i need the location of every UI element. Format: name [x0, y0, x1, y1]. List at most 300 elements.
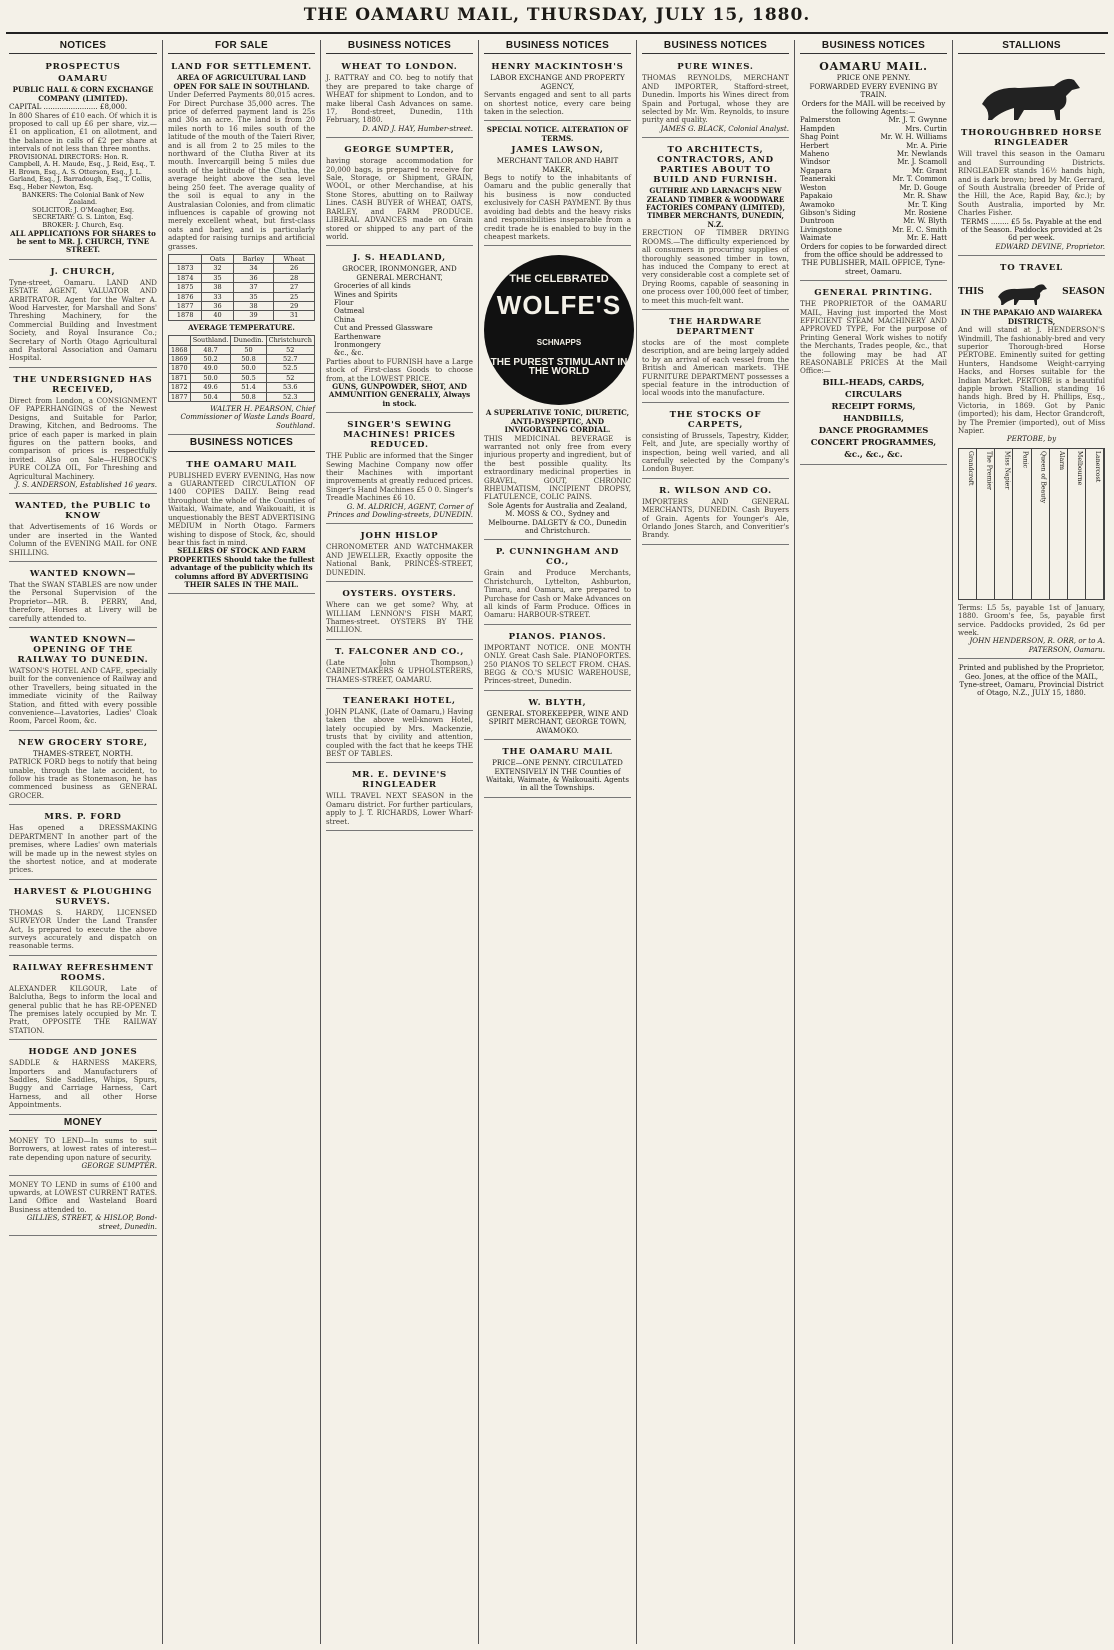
wanted-railway-ad	[9, 630, 157, 731]
ad-text: Under Deferred Payments 80,015 acres. For Direct Purchase 35,000 acres. The price of deferred payment land is 25s and 30s an acre. The land is from 20 miles north to 16 miles south of the latitude of the mouth of the Taieri River, and is all from 2 to 25 miles to the northward of the Clutha River at its mouth. Invercargill being 5 miles due south of the latitude of the Clutha, the average height above the sea level being 250 feet. The average quality of the soil is equal to any in the Australasian Colonies, and from climatic influences is capable of growing not merely excellent wheat, but first-class oats and barley, and is particularly adapted for raising turnips and artificial grasses.	[168, 90, 315, 251]
agent-name: Mr. Rosiene	[904, 207, 947, 217]
ad-heading: HODGE AND JONES	[28, 1047, 138, 1058]
ad-text: ALEXANDER KILGOUR, Late of Balclutha, Begs to inform the local and general public that he has RE-OPENED The premises lately occupied by Mr. T. Pratt, OPPOSITE THE RAILWAY STATION.	[9, 983, 157, 1035]
table-cell: 52.3	[266, 392, 314, 401]
hotel-ad	[326, 691, 473, 763]
ad-heading: WANTED KNOWN—OPENING OF THE RAILWAY TO DUNEDIN.	[17, 635, 149, 665]
ad-subheading: GROCER, IRONMONGER, AND GENERAL MERCHANT,	[342, 264, 457, 282]
agent-town: Palmerston	[800, 115, 841, 125]
table-cell: 27	[274, 283, 315, 292]
list-item: RECEIPT FORMS,	[831, 400, 916, 411]
table-header-cell	[169, 336, 191, 345]
table-cell: 1868	[169, 345, 191, 354]
ad-subheading: MERCHANT TAILOR AND HABIT MAKER,	[496, 156, 619, 174]
table-cell: 50	[231, 345, 266, 354]
paperhangings-ad	[9, 370, 157, 494]
table-cell: 1876	[169, 292, 202, 301]
agent-name: Mr. Newlands	[896, 149, 947, 159]
timber-ad	[642, 140, 789, 310]
agent-town: Hampden	[800, 123, 835, 133]
table-cell: 52.5	[266, 364, 314, 373]
ad-text: THE PROPRIETOR of the OAMARU MAIL, Having just imported the Most EFFICIENT STEAM MACHINERY AND APPROVED TYPE, For the purpose of Printing General Work wishes to notify the Merchants, Trades people, &c., that the following may be had AT REASONABLE PRICES At the Mail Office:—	[800, 299, 947, 376]
surveys-ad	[9, 882, 157, 956]
agent-name: Mr. W. H. Williams	[880, 132, 947, 142]
agent-name: Mr. E. Hatt	[906, 233, 947, 243]
agent-name: Mr. W. Blyth	[903, 216, 947, 226]
labor-exchange-ad	[484, 57, 631, 121]
agent-list	[800, 116, 947, 242]
ad-heading: THE HARDWARE DEPARTMENT	[669, 316, 762, 337]
ad-text: That the SWAN STABLES are now under the Personal Supervision of the Proprietor—MR. B. PERRY, And, therefore, Horses at Livery will be carefully attended to.	[9, 579, 157, 623]
ad-text: PRICE—ONE PENNY. CIRCULATED EXTENSIVELY IN THE Counties of Waitaki, Waimate, & Waikouaiti. Agents in all the Townships.	[486, 758, 629, 793]
ad-signature: EDWARD DEVINE, Proprietor.	[995, 241, 1105, 251]
table-cell: 1870	[169, 364, 191, 373]
ad-heading: R. WILSON AND CO.	[659, 485, 772, 496]
table-cell: 36	[233, 273, 274, 282]
item-list	[326, 282, 473, 358]
wanted-stables-ad	[9, 564, 157, 628]
table-header-cell: Southland.	[190, 336, 231, 345]
wines-ad	[642, 57, 789, 138]
ad-text: IMPORTANT NOTICE. ONE MONTH ONLY. Great Cash Sale. PIANOFORTES. 250 PIANOS TO SELECT FROM. CHAS. BEGG & CO.'S MUSIC WAREHOUSE, Princes-street, Dunedin.	[484, 642, 631, 686]
ad-heading: THE UNDERSIGNED HAS RECEIVED,	[13, 374, 153, 395]
ad-heading: LAND FOR SETTLEMENT.	[171, 62, 312, 73]
ad-heading: WANTED KNOWN—	[29, 568, 137, 579]
mail-price-ad	[484, 742, 631, 798]
column-heading: BUSINESS NOTICES	[642, 40, 789, 54]
table-cell: 52	[266, 373, 314, 382]
agent-name: Mr. D. Gouge	[899, 182, 947, 192]
ad-text: Will travel this season in the Oamaru and Surrounding Districts. RINGLEADER stands 16½ hands high, and is dark brown; bred by Mr. Gerrard, of South Australia (breeder of Pride of the Hill, the Ace, Rapid Bay, &c.); by South Australia, imported by Mr. Charles Fisher.	[958, 149, 1105, 218]
ad-text: Tyne-street, Oamaru. LAND AND ESTATE AGENT, VALUATOR AND ARBITRATOR. Agent for the Walter A. Wood Harvester, for Marshall and Sons' Threshing Machinery, for the Commercial Building and Investment Society, and Royal Insurance Co.; Secretary of North Otago Agricultural and Pastoral Association and Oamaru Hospital.	[9, 277, 157, 363]
ad-heading: THIS	[958, 287, 984, 298]
wanted-public-ad	[9, 496, 157, 562]
table-header-cell	[169, 254, 202, 263]
agent-name: Mrs. Curtin	[905, 123, 947, 133]
money-ad	[9, 1134, 157, 1176]
pedigree-heading: PERTOBE, by	[1006, 434, 1057, 444]
table-cell: 36	[202, 301, 233, 310]
table-cell: 49.6	[190, 383, 231, 392]
hislop-ad	[326, 526, 473, 582]
ad-text: Begs to notify to the inhabitants of Oamaru and the public generally that his business is now conducted exclusively for CASH PAYMENT. By thus avoiding bad debts and the heavy risks and responsibilities inseparable from a credit trade he is enabled to buy in the cheapest markets.	[484, 173, 631, 241]
ad-text: ALL APPLICATIONS FOR SHARES to be sent to MR. J. CHURCH, TYNE STREET.	[10, 228, 156, 255]
wilson-ad	[642, 481, 789, 545]
ad-heading: WHEAT TO LONDON.	[341, 62, 458, 73]
list-item: Flour	[334, 297, 354, 307]
table-row	[169, 311, 315, 320]
ad-text: ERECTION OF TIMBER DRYING ROOMS.—The difficulty experienced by all consumers in procuring supplies of thoroughly seasoned timber in town, has induced the Company to erect at very considerable cost a complete set of Drying Rooms, capable of seasoning in one process over 100,000 feet of timber, to meet this much-felt want.	[642, 228, 789, 305]
table-cell: 50.8	[231, 392, 266, 401]
column-heading: MONEY	[9, 1117, 157, 1131]
column-heading: BUSINESS NOTICES	[326, 40, 473, 54]
ad-text: that Advertisements of 16 Words or under are inserted in the Wanted Column of the EVENING MAIL for ONE SHILLING.	[9, 522, 157, 557]
table-cell: 1877	[169, 301, 202, 310]
produce-ad	[484, 542, 631, 624]
list-item: BILL-HEADS, CARDS, CIRCULARS	[822, 376, 925, 399]
agent-name: Mr. A. Pirie	[906, 140, 947, 150]
ad-heading: GEORGE SUMPTER,	[344, 145, 455, 156]
table-cell: 31	[274, 311, 315, 320]
ad-heading: MR. E. DEVINE'S RINGLEADER	[351, 770, 448, 791]
ad-text: GENERAL STOREKEEPER, WINE AND SPIRIT MERCHANT, GEORGE TOWN, AWAMOKO.	[486, 708, 629, 735]
pedigree-cell: The Premier	[977, 449, 995, 599]
emblem-text: THE CELEBRATED	[509, 273, 609, 286]
agent-town: Waimate	[800, 233, 832, 243]
table-cell: 50.8	[231, 355, 266, 364]
ad-signature: JOHN HENDERSON, R. ORR, or to A. PATERSON, Oamaru.	[969, 636, 1105, 654]
ad-heading: JAMES LAWSON,	[511, 145, 604, 156]
pianos-ad	[484, 627, 631, 691]
table-title: AVERAGE TEMPERATURE.	[188, 322, 295, 332]
agent-town: Duntroon	[800, 216, 835, 226]
agent-name: Mr. T. Common	[892, 174, 947, 184]
table-header-cell: Oats	[202, 254, 233, 263]
table-cell: 29	[274, 301, 315, 310]
ad-heading: A SUPERLATIVE TONIC, DIURETIC, ANTI-DYSPEPTIC, AND INVIGORATING CORDIAL.	[485, 408, 630, 435]
ad-signature: WALTER H. PEARSON, Chief Commissioner of Waste Lands Board, Southland.	[180, 404, 315, 430]
table-row	[169, 301, 315, 310]
table-row	[169, 364, 315, 373]
ad-heading: OAMARU MAIL.	[819, 60, 928, 74]
ad-heading: HARVEST & PLOUGHING SURVEYS.	[13, 886, 153, 907]
table-header-cell: Dunedin.	[231, 336, 266, 345]
ad-text: Servants engaged and sent to all parts on shortest notice, every care being taken in the selection.	[484, 90, 631, 117]
table-row	[169, 292, 315, 301]
table-cell: 53.6	[266, 383, 314, 392]
ad-heading: GENERAL PRINTING.	[814, 288, 933, 299]
table-cell: 40	[202, 311, 233, 320]
ad-heading: W. BLYTH,	[528, 697, 587, 708]
ad-text: Terms: L5 5s, payable 1st of January, 1880. Groom's fee, 5s, payable first service. Paddocks provided, 2s 6d per week.	[958, 602, 1105, 637]
table-row	[169, 264, 315, 273]
pedigree-cell: Queen of Beauty	[1032, 449, 1050, 599]
ad-text: Has opened a DRESSMAKING DEPARTMENT In another part of the premises, where Ladies' own materials will be made up in the newest styles on the shortest notice, and at moderate prices.	[9, 823, 157, 875]
table-cell: 25	[274, 292, 315, 301]
ad-text: Grain and Produce Merchants, Christchurch, Lyttelton, Ashburton, Timaru, and Oamaru, are prepared to Purchase for Cash or Make Advances on all kinds of Farm Produce. Offices in Oamaru: HARBOUR-STREET.	[484, 568, 631, 620]
ad-heading: T. FALCONER AND CO.,	[334, 646, 465, 657]
ad-heading: THE OAMARU MAIL	[186, 459, 297, 470]
ad-signature: D. AND J. HAY, Humber-street.	[362, 123, 473, 133]
temperature-table	[168, 335, 315, 402]
ad-heading: NEW GROCERY STORE,	[18, 737, 148, 748]
table-row	[169, 283, 315, 292]
mail-agents-ad	[800, 57, 947, 281]
ad-subheading: PRICE ONE PENNY.	[836, 73, 911, 83]
ad-text: GUNS, GUNPOWDER, SHOT, AND AMMUNITION GENERALLY, Always in stock.	[328, 382, 471, 408]
yield-table	[168, 254, 315, 321]
ad-text: PUBLISHED EVERY EVENING, Has now a GUARANTEED CIRCULATION OF 1400 COPIES DAILY. Being read throughout the whole of the Counties of Waitaki, Waimate, and Waikouaiti, it is unquestionably the BEST ADVERTISING MEDIUM in North Otago. Farmers wishing to dispose of Stock, &c, should bear this fact in mind.	[168, 470, 315, 547]
agent-town: Papakaio	[800, 191, 833, 201]
ad-signature: JAMES G. BLACK, Colonial Analyst.	[660, 123, 789, 133]
ad-subheading: IN THE PAPAKAIO AND WAIAREKA DISTRICTS,	[960, 308, 1103, 326]
ad-heading: JOHN HISLOP	[360, 531, 439, 542]
list-item: Ironmongery	[334, 339, 381, 349]
devine-ad	[326, 765, 473, 831]
ad-text: SOLICITOR: J. O'Meagher, Esq.	[31, 205, 135, 214]
ad-signature: GILLIES, STREET, & HISLOP, Bond-street, Dunedin.	[26, 1213, 157, 1231]
pedigree-cell: Panic	[1013, 449, 1031, 599]
table-cell: 50.2	[190, 355, 231, 364]
ad-signature: GEORGE SUMPTER.	[81, 1161, 157, 1171]
ad-text: MONEY TO LEND in sums of £100 and upwards, at LOWEST CURRENT RATES. Land Office and Wasteland Board Business attended to.	[9, 1179, 157, 1214]
ad-heading: THE OAMARU MAIL	[502, 747, 613, 758]
table-cell: 28	[274, 273, 315, 282]
list-item: CONCERT PROGRAMMES,	[810, 436, 937, 447]
sumpter-ad	[326, 140, 473, 246]
ad-text: PROVISIONAL DIRECTORS: Hon. R. Campbell, A. H. Maude, Esq., J. Reid, Esq., T. H. Brown, Esq., A. S. Otterson, Esq., J. L. Garland, Esq., J. Barradough, Esq., T. Collis, Esq., Heber Newton, Esq.	[9, 152, 156, 192]
list-item: Wines and Spirits	[334, 289, 398, 299]
schnapps-emblem-icon	[484, 255, 634, 405]
ad-subheading: SPECIAL NOTICE. ALTERATION OF TERMS.	[486, 125, 629, 143]
column-heading: BUSINESS NOTICES	[168, 437, 315, 451]
hardware-ad	[642, 312, 789, 403]
table-cell: 33	[202, 292, 233, 301]
ad-text: PATRICK FORD begs to notify that being unable, through the late accident, to follow his trade as Stonemason, he has commenced business as GENERAL GROCER.	[9, 757, 157, 800]
table-row	[169, 392, 315, 401]
horse-engraving-icon	[962, 64, 1102, 124]
ad-heading: RAILWAY REFRESHMENT ROOMS.	[12, 962, 154, 983]
table-cell: 32	[202, 264, 233, 273]
column-business-4	[794, 40, 952, 1644]
table-cell: 1871	[169, 373, 191, 382]
column-heading: FOR SALE	[168, 40, 315, 54]
agent-name: Mr. J. T. Gwynne	[888, 115, 947, 125]
emblem-text: THE PUREST STIMULANT IN THE WORLD	[490, 357, 628, 377]
list-item: &c., &c.	[334, 348, 364, 358]
ad-text: THOMAS S. HARDY, LICENSED SURVEYOR Under the Land Transfer Act, Is prepared to execute the above surveys accurately and dispatch on reasonable terms.	[9, 907, 157, 951]
oysters-ad	[326, 584, 473, 640]
blyth-ad	[484, 693, 631, 740]
table-cell: 1869	[169, 355, 191, 364]
ad-heading: P. CUNNINGHAM AND CO.,	[495, 547, 620, 568]
imprint-text: Printed and published by the Proprietor, Geo. Jones, at the office of the MAIL, Tyne-street, Oamaru, Provincial District of Otago, N.Z., JULY 15, 1880.	[958, 663, 1105, 698]
ad-text: Direct from London, a CONSIGNMENT OF PAPERHANGINGS of the Newest Designs, and Suitable for Parlor, Drawing, Kitchen, and Bedrooms. The price of each paper is marked in plain figures on the pattern books, and comparison of prices is respectfully invited. Also on Sale—HUBBOCK'S PURE COLZA OIL, For Threshing and Agricultural Machinery.	[9, 395, 157, 481]
ad-heading: TEANERAKI HOTEL,	[343, 695, 456, 706]
ad-heading: TO TRAVEL	[1000, 263, 1063, 274]
ad-heading: J. CHURCH,	[50, 266, 116, 277]
table-cell: 1877	[169, 392, 191, 401]
table-row	[169, 273, 315, 282]
table-cell: 26	[274, 264, 315, 273]
ad-heading: PURE WINES.	[677, 62, 754, 73]
ad-heading: HENRY MACKINTOSH'S	[491, 62, 624, 73]
table-cell: 52	[266, 345, 314, 354]
pedigree-cell: Lanercost	[1086, 449, 1104, 599]
ad-signature: G. M. ALDRICH, AGENT, Corner of Princes and Dowling-streets, DUNEDIN.	[327, 501, 473, 520]
ad-subheading: AREA OF AGRICULTURAL LAND OPEN FOR SALE IN SOUTHLAND.	[173, 73, 310, 91]
ad-text: TERMS ........ £5 5s. Payable at the end of the Season. Paddocks provided at 2s 6d per week.	[960, 216, 1102, 243]
falconer-ad	[326, 642, 473, 689]
column-heading: NOTICES	[9, 40, 157, 54]
ad-heading: SINGER'S SEWING MACHINES! PRICES REDUCED.	[343, 420, 456, 451]
table-cell: 35	[202, 273, 233, 282]
ad-subheading: FORWARDED EVERY EVENING BY TRAIN.	[809, 81, 938, 100]
ad-text: BANKERS: The Colonial Bank of New Zealand.	[21, 190, 145, 207]
list-item: Cut and Pressed Glassware	[334, 323, 433, 333]
ad-text: JOHN PLANK, (Late of Oamaru,) Having taken the above well-known Hotel, lately occupied by Mrs. Mackenzie, trusts that by civility and attention, coupled with the fact that he keeps THE BEST OF TABLES.	[326, 706, 473, 758]
table-cell: 38	[233, 301, 274, 310]
table-cell: 37	[233, 283, 274, 292]
masthead-rule	[6, 32, 1108, 34]
list-item: Groceries of all kinds	[334, 281, 411, 291]
refreshment-ad	[9, 958, 157, 1040]
ad-text: SELLERS OF STOCK AND FARM PROPERTIES Should take the fullest advantage of the publicity which its columns afford BY ADVERTISING THEIR SALES IN THE MAIL.	[168, 546, 315, 589]
ad-text: THE Public are informed that the Singer Sewing Machine Company now offer their Machines with important improvements at greatly reduced prices. Singer's Hand Machines £5 0 0. Singer's Treadle Machines £6 10.	[326, 451, 473, 503]
ad-text: BROKER: J. Church, Esq.	[42, 221, 124, 229]
ad-text: THIS MEDICINAL BEVERAGE is warranted not only free from every injurious property and ingredient, but of the best possible quality. Its extraordinary medicinal properties in GRAVEL, GOUT, CHRONIC RHEUMATISM, INCIPIENT DROPSY, FLATULENCE, COLIC PAINS.	[484, 433, 631, 502]
table-cell: 35	[233, 292, 274, 301]
list-item: DANCE PROGRAMMES	[818, 424, 929, 435]
table-cell: 38	[202, 283, 233, 292]
ad-heading: PIANOS. PIANOS.	[508, 631, 607, 642]
table-row	[169, 383, 315, 392]
table-header-cell: Wheat	[274, 254, 315, 263]
land-ad	[168, 57, 315, 435]
column-business-2	[478, 40, 636, 1644]
pertobe-ad	[958, 258, 1105, 659]
agent-town: Teaneraki	[800, 174, 836, 184]
ringleader-ad	[958, 57, 1105, 256]
table-header-cell: Barley	[233, 254, 274, 263]
ad-text: Sole Agents for Australia and Zealand, M. MOSS & CO., Sydney and Melbourne. DALGETY & CO., Dunedin and Christchurch.	[487, 500, 628, 535]
ad-text: And will stand at J. HENDERSON'S Windmill, The fashionably-bred and very superior Thorough-bred Horse PERTOBE. Eminently suited for getting Hunters, Handsome Weight-carrying Hacks, and Horses suitable for the Indian Market. PERTOBE is a beautiful dapple brown Stallion, standing 16 hands high. Bred by H. Phillips, Esq., Victoria, in 1869. Got by Panic (imported); his dam, Hector Grandcroft, by The Premier (imported), out of Miss Napier.	[958, 325, 1105, 435]
column-heading: BUSINESS NOTICES	[484, 40, 631, 54]
horse-engraving-icon	[988, 275, 1058, 309]
ad-text: Where can we get some? Why, at WILLIAM LENNON'S FISH MART, Thames-street. OYSTERS BY THE MILLION.	[326, 600, 473, 635]
table-row	[169, 373, 315, 382]
dressmaking-ad	[9, 807, 157, 879]
pedigree-cell: Melbourne	[1068, 449, 1086, 599]
ad-text: Orders for the MAIL will be received by the following Agents:—	[801, 98, 946, 117]
agent-name: Mr. Grant	[911, 165, 947, 175]
pedigree-table	[958, 448, 1105, 600]
table-cell: 39	[233, 311, 274, 320]
item-list	[800, 376, 947, 460]
agent-name: Mr. T. King	[907, 199, 947, 209]
ad-text: (Late John Thompson,) CABINETMAKERS & UPHOLSTERERS, THAMES-STREET, OAMARU.	[326, 657, 473, 684]
headland-ad	[326, 248, 473, 413]
table-cell: 1874	[169, 273, 202, 282]
agent-town: Herbert	[800, 140, 829, 150]
ad-text: Orders for copies to be forwarded direct from the office should be addressed to THE PUBLISHER, MAIL OFFICE, Tyne-street, Oamaru.	[800, 241, 947, 276]
prospectus-ad	[9, 57, 157, 259]
ad-text: THOMAS REYNOLDS, MERCHANT AND IMPORTER, Stafford-street, Dunedin. Imports his Wines direct from Spain and Portugal, whose they are selected by Mr. Wm. Reynolds, to insure purity and quality.	[642, 73, 789, 125]
table-header-cell: Christchurch	[266, 336, 314, 345]
table-cell: 48.7	[190, 345, 231, 354]
ad-heading: OAMARU	[58, 74, 108, 85]
agent-town: Windsor	[800, 157, 830, 167]
ad-text: consisting of Brussels, Tapestry, Kidder, Felt, and Jute, are specially worthy of inspection, being well varied, and all carefully selected by the Company's London Buyer.	[642, 430, 789, 474]
table-row	[169, 345, 315, 354]
travel-row	[958, 275, 1105, 309]
ad-text: having storage accommodation for 20,000 bags, is prepared to receive for Sale, Storage, or Shipment, GRAIN, WOOL, or other Merchandise, at his Stone Stores, abutting on to Railway Lines. CASH BUYER of WHEAT, OATS, BARLEY, and FARM PRODUCE. LIBERAL ADVANCES made on Grain stored or shipped to any part of the world.	[326, 156, 473, 241]
table-cell: 1873	[169, 264, 202, 273]
table-cell: 50.0	[190, 373, 231, 382]
ad-heading: THOROUGHBRED HORSE RINGLEADER	[961, 128, 1102, 149]
table-cell: 50.0	[231, 364, 266, 373]
ad-heading: THE STOCKS OF CARPETS,	[669, 409, 762, 430]
table-row	[169, 355, 315, 364]
list-item: Earthenware	[334, 331, 381, 341]
table-cell: 50.4	[190, 392, 231, 401]
ad-signature: J. S. ANDERSON, Established 16 years.	[15, 479, 157, 489]
table-cell: 49.0	[190, 364, 231, 373]
column-business-3	[636, 40, 794, 1644]
singer-ad	[326, 415, 473, 524]
ad-text: SECRETARY: G. S. Linton, Esq.	[32, 213, 134, 222]
newspaper-title: THE OAMARU MAIL, THURSDAY, JULY 15, 1880.	[303, 5, 811, 25]
ad-text: Parties about to FURNISH have a Large stock of First-class Goods to choose from, at the LOWEST PRICE.	[326, 356, 473, 383]
agent-town: Weston	[800, 182, 827, 192]
column-heading: STALLIONS	[958, 40, 1105, 54]
agent-town: Maheno	[800, 149, 830, 159]
emblem-text: SCHNAPPS	[536, 338, 582, 348]
ad-text: IMPORTERS AND GENERAL MERCHANTS, DUNEDIN. Cash Buyers of Grain. Agents for Younger's Ale, Orlando Jones Starch, and Converitier's Brandy.	[642, 496, 789, 540]
ad-text: In 800 Shares of £10 each. Of which it is proposed to call up £6 per share, viz.—£1 on application, £1 on allotment, and the balance in calls of £2 per share at intervals of not less than three months.	[9, 110, 157, 154]
column-notices	[4, 40, 162, 1644]
ad-heading: WANTED, the PUBLIC to KNOW	[15, 501, 151, 522]
table-cell: 1872	[169, 383, 191, 392]
saddlers-ad	[9, 1042, 157, 1114]
table-cell: 1878	[169, 311, 202, 320]
table-cell: 52.7	[266, 355, 314, 364]
ad-heading: SEASON	[1062, 287, 1105, 298]
ad-text: WATSON'S HOTEL AND CAFE, specially built for the convenience of Railway and other Travellers, being situated in the immediate vicinity of the Railway Station, and fitted with every possible convenience—Lavatories, Ladies' Cloak Room, Parcel Room, &c.	[9, 666, 157, 726]
agent-town: Awamoko	[800, 199, 835, 209]
ad-text: CAPITAL ........................ £8,000.	[9, 102, 128, 112]
grocery-ad	[9, 733, 157, 805]
pedigree-cell: Miss Napier	[995, 449, 1013, 599]
agent-name: Mr. J. Scamoll	[897, 157, 947, 167]
mail-circulation-ad	[168, 455, 315, 595]
ad-heading: MRS. P. FORD	[44, 812, 122, 823]
ad-heading: PROSPECTUS	[45, 62, 121, 73]
column-heading: BUSINESS NOTICES	[800, 40, 947, 54]
ad-heading: TO ARCHITECTS, CONTRACTORS, AND PARTIES ABOUT TO BUILD AND FURNISH.	[653, 145, 778, 186]
schnapps-ad	[484, 248, 631, 540]
emblem-text: WOLFE'S	[496, 290, 622, 321]
list-item: HANDBILLS,	[843, 412, 904, 423]
pedigree-cell: Grandcroft	[959, 449, 977, 599]
ad-subheading: LABOR EXCHANGE AND PROPERTY AGENCY,	[490, 73, 625, 91]
agent-town: Ngapara	[800, 165, 832, 175]
ad-heading: J. S. HEADLAND,	[353, 253, 446, 264]
money-ad	[9, 1178, 157, 1236]
column-stallions	[952, 40, 1110, 1644]
agent-town: Gibson's Siding	[800, 207, 856, 217]
table-cell: 34	[233, 264, 274, 273]
masthead	[0, 0, 1114, 34]
carpets-ad	[642, 405, 789, 479]
printing-ad	[800, 283, 947, 465]
ad-subheading: PUBLIC HALL & CORN EXCHANGE COMPANY (LIMITED).	[12, 85, 154, 103]
pedigree-cell: Alarm	[1050, 449, 1068, 599]
ad-text: MONEY TO LEND—In sums to suit Borrowers, at lowest rates of interest—rate depending upon nature of security.	[9, 1136, 157, 1162]
agent-town: Shag Point	[800, 132, 839, 142]
list-item: &c., &c., &c.	[844, 448, 903, 459]
ad-text: stocks are of the most complete description, and are being largely added to by an arrival of each vessel from the British and American markets. THE FURNITURE DEPARTMENT possesses a special feature in the introduction of local woods into the manufacture.	[642, 337, 789, 398]
agent-name: Mr. R. Shaw	[903, 191, 947, 201]
ad-subheading: GUTHRIE AND LARNACH'S NEW ZEALAND TIMBER & WOODWARE FACTORIES COMPANY (LIMITED), TIMBER MERCHANTS, DUNEDIN, N.Z.	[646, 186, 785, 229]
tailor-ad	[484, 123, 631, 246]
agent-name: Mr. E. C. Smith	[891, 224, 947, 234]
imprint	[958, 661, 1105, 702]
church-ad	[9, 262, 157, 368]
list-item: Oatmeal	[334, 306, 365, 316]
column-business-1	[320, 40, 478, 1644]
list-item: China	[334, 314, 356, 324]
